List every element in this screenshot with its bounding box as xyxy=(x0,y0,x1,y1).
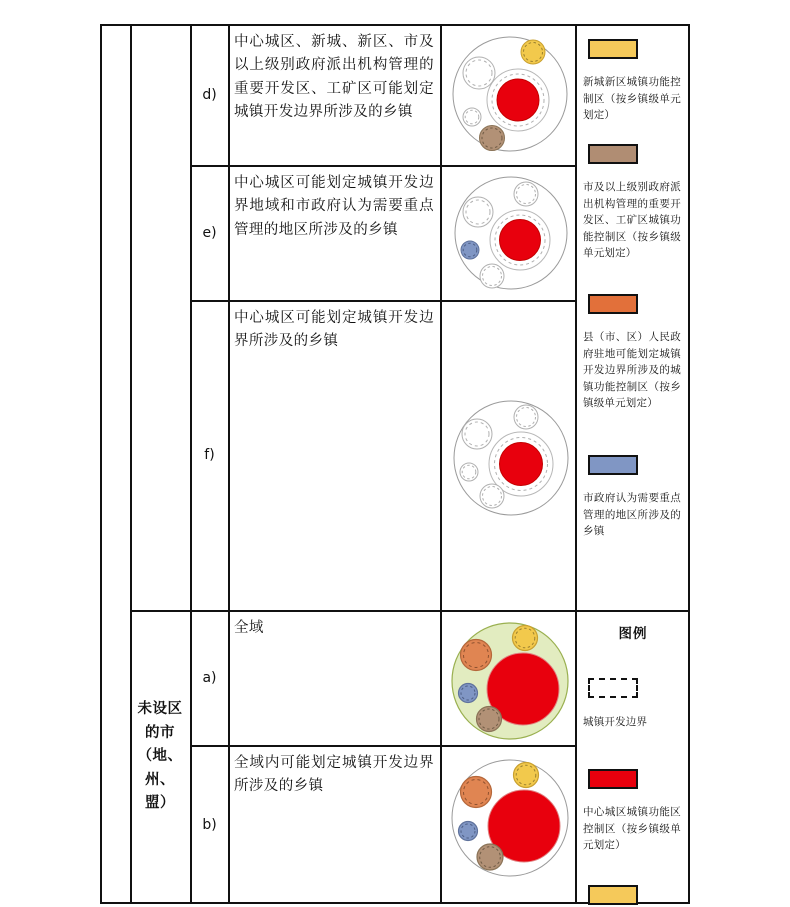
row-label-a xyxy=(192,612,227,744)
row-desc-b: 全域内可能划定城镇开发边界所涉及的乡镇 xyxy=(234,755,434,795)
legend-text-boundary: 城镇开发边界 xyxy=(583,716,648,728)
diagram-e xyxy=(450,170,576,298)
row-desc-a: 全域 xyxy=(234,620,264,636)
legend-text-brown: 市及以上级别政府派出机构管理的重要开发区、工矿区城镇功能控制区（按乡镇级单元划定） xyxy=(583,181,681,260)
row-label-b-text: b) xyxy=(202,816,217,833)
legend-swatch-orange xyxy=(588,294,638,314)
legend-swatch-dashed-boundary xyxy=(588,678,638,698)
row-label-a-text: a) xyxy=(202,670,217,686)
legend-title: 图例 xyxy=(618,626,648,642)
table-hrule-e-f xyxy=(190,300,575,302)
row-label-f-text: f) xyxy=(204,447,215,463)
diagram-f xyxy=(450,392,576,524)
diagram-b xyxy=(448,752,576,887)
legend-text-red: 中心城区城镇功能区控制区（按乡镇级单元划定） xyxy=(583,806,681,852)
legend-text-yellow: 新城新区城镇功能控制区（按乡镇级单元划定） xyxy=(583,76,681,122)
row-label-d xyxy=(192,26,227,164)
legend-swatch-red xyxy=(588,769,638,789)
row-label-d-text: d) xyxy=(202,87,217,103)
table-vrule-col3 xyxy=(228,24,230,904)
row-group-header-text: 未设区的市（地、州、盟） xyxy=(137,701,183,812)
row-desc-f: 中心城区可能划定城镇开发边界所涉及的乡镇 xyxy=(234,310,434,350)
row-label-e-text: e) xyxy=(202,225,217,241)
legend-text-blue: 市政府认为需要重点管理的地区所涉及的乡镇 xyxy=(583,492,681,538)
table-vrule-col4 xyxy=(440,24,442,904)
diagram-a xyxy=(448,618,576,746)
row-label-f xyxy=(192,302,227,608)
row-label-b xyxy=(192,747,227,902)
diagram-d xyxy=(448,28,576,162)
table-hrule-d-e xyxy=(190,165,575,167)
legend-swatch-brown xyxy=(588,144,638,164)
legend-swatch-blue xyxy=(588,455,638,475)
legend-text-orange: 县（市、区）人民政府驻地可能划定城镇开发边界所涉及的城镇功能控制区（按乡镇级单元划定） xyxy=(583,331,681,410)
row-desc-d: 中心城区、新城、新区、市及以上级别政府派出机构管理的重要开发区、工矿区可能划定城镇开发边界所涉及的乡镇 xyxy=(234,34,434,121)
row-desc-e: 中心城区可能划定城镇开发边界地域和市政府认为需要重点管理的地区所涉及的乡镇 xyxy=(234,175,434,238)
legend-swatch-yellow-bottom xyxy=(588,885,638,905)
legend-swatch-yellow xyxy=(588,39,638,59)
row-group-header xyxy=(132,612,188,902)
legend-column xyxy=(578,26,688,904)
row-label-e xyxy=(192,167,227,299)
